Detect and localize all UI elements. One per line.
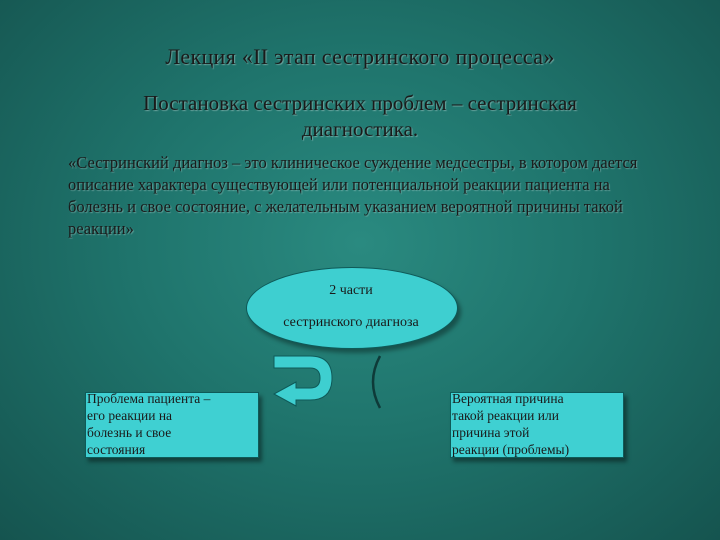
diagnosis-parts-ellipse xyxy=(246,267,458,349)
patient-problem-line: его реакции на xyxy=(87,408,173,423)
slide-subtitle: Постановка сестринских проблем – сестринская диагностика. xyxy=(143,91,577,141)
probable-cause-line: реакции (проблемы) xyxy=(452,442,570,457)
ellipse-label-title: сестринского диагноза xyxy=(283,315,419,330)
patient-problem-line: болезнь и свое xyxy=(87,425,172,440)
bracket-icon xyxy=(360,354,384,410)
definition-text: «Сестринский диагноз – это клиническое суждение медсестры, в котором дается описание характера существующей или потенциальной реакции пациента на болезнь и свое состояние, с желательным указанием вероятной причины такой реакции» xyxy=(68,153,638,238)
patient-problem-text xyxy=(87,390,259,458)
probable-cause-line: причина этой xyxy=(452,425,530,440)
patient-problem-line: Проблема пациента – xyxy=(87,391,211,406)
probable-cause-text xyxy=(452,390,624,458)
probable-cause-line: такой реакции или xyxy=(452,408,559,423)
patient-problem-line: состояния xyxy=(87,442,146,457)
ellipse-label-count: 2 части xyxy=(329,283,373,298)
slide-title: Лекция «II этап сестринского процесса» xyxy=(165,44,555,69)
curved-arrow-icon xyxy=(270,350,342,408)
probable-cause-line: Вероятная причина xyxy=(452,391,564,406)
